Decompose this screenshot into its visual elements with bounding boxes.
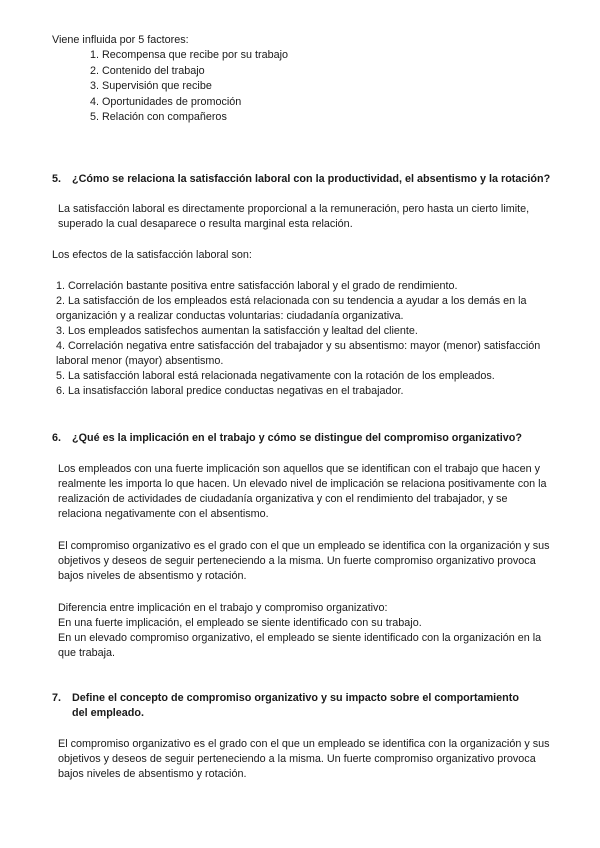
list-item: 3. Supervisión que recibe	[90, 80, 212, 92]
question-title: ¿Qué es la implicación en el trabajo y cómo se distingue del compromiso organizativo?	[72, 432, 522, 444]
difference-item: En una fuerte implicación, el empleado se siente identificado con su trabajo.	[58, 617, 422, 629]
question-6-heading	[52, 431, 552, 446]
q6-paragraph-2: El compromiso organizativo es el grado con el que un empleado se identifica con la organización y sus objetivos y deseos de seguir perteneciendo a la misma. Un fuerte compromiso organizativo provoca bajos niveles de absentismo y rotación.	[58, 540, 550, 582]
q6-difference	[58, 601, 550, 661]
list-item: 4. Oportunidades de promoción	[90, 95, 242, 108]
list-item: 4. Correlación negativa entre satisfacción del trabajador y su absentismo: mayor (menor) satisfacción laboral menor (mayor) absentismo.	[56, 340, 541, 367]
q6-paragraph-1: Los empleados con una fuerte implicación son aquellos que se identifican con el trabajo que hacen y realmente les importa lo que hacen. Un elevado nivel de implicación se relaciona positivamente con la realización de actividades de ciudadanía organizativa y con el rendimiento del trabajador, y se relaciona negativamente con el absentismo.	[58, 463, 547, 520]
list-item: 5. Relación con compañeros	[90, 111, 227, 123]
list-item: 2. La satisfacción de los empleados está relacionada con su tendencia a ayudar a los demás en la organización y a realizar conductas voluntarias: ciudadanía organizativa.	[56, 295, 527, 322]
list-item: 6. La insatisfacción laboral predice conductas negativas en el trabajador.	[56, 385, 404, 397]
list-item: 3. Los empleados satisfechos aumentan la satisfacción y lealtad del cliente.	[56, 325, 418, 337]
effects-list	[56, 279, 552, 399]
effects-heading: Los efectos de la satisfacción laboral son:	[52, 249, 252, 261]
factors-list	[90, 48, 288, 126]
q5-paragraph: La satisfacción laboral es directamente proporcional a la remuneración, pero hasta un cierto limite, superado la cual desaparece o resulta marginal esta relación.	[58, 203, 530, 230]
difference-item: En un elevado compromiso organizativo, el empleado se siente identificado con la organización en la que trabaja.	[58, 632, 542, 659]
intro-text: Viene influida por 5 factores:	[52, 34, 189, 46]
question-title: ¿Cómo se relaciona la satisfacción laboral con la productividad, el absentismo y la rotación?	[72, 173, 551, 185]
list-item: 1. Correlación bastante positiva entre satisfacción laboral y el grado de rendimiento.	[56, 280, 458, 292]
question-title: Define el concepto de compromiso organizativo y su impacto sobre el comportamiento del empleado.	[72, 692, 519, 719]
list-item: 5. La satisfacción laboral está relacionada negativamente con la rotación de los empleados.	[56, 370, 495, 382]
q7-paragraph: El compromiso organizativo es el grado con el que un empleado se identifica con la organización y sus objetivos y deseos de seguir perteneciendo a la misma. Un fuerte compromiso organizativo provoca bajos niveles de absentismo y rotación.	[58, 738, 550, 780]
question-number: 6.	[52, 432, 62, 444]
question-5-heading	[52, 172, 552, 187]
list-item: 1. Recompensa que recibe por su trabajo	[90, 49, 289, 61]
question-7-heading	[52, 691, 532, 721]
question-number: 5.	[52, 173, 62, 185]
difference-heading: Diferencia entre implicación en el trabajo y compromiso organizativo:	[58, 602, 388, 614]
question-number: 7.	[52, 692, 62, 704]
list-item: 2. Contenido del trabajo	[90, 64, 205, 77]
